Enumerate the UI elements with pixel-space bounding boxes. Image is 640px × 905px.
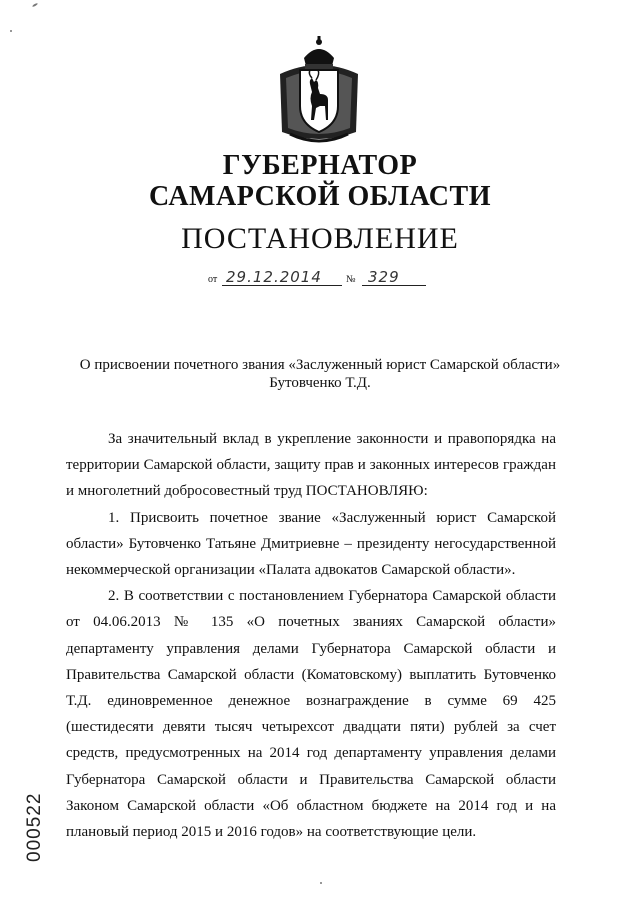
item-1-paragraph: 1. Присвоить почетное звание «Заслуженный юрист Самарской области» Бутовченко Татьяне Дмитриевне – президенту негосударственной некоммерческой организации «Палата адвокатов Самарской области». [66,509,556,579]
margin-stamp-number: 000522 [24,792,45,862]
date-label: от [208,274,218,285]
scan-speck [32,3,38,8]
item-2-paragraph: 2. В соответствии с постановлением Губернатора Самарской области от 04.06.2013 № 135 «О почетных званиях Самарской области» департаменту управления делами Губернатора Самарской области и Правительства Самарской области (Коматовскому) выплатить Бутовченко Т.Д. единовременное денежное вознаграждение в сумме 69 425 (шестидесяти девяти тысяч четырехсот двадцати пяти) рублей за счет средств, предусмотренных на 2014 год департаменту управления делами Губернатора Самарской области и Правительства Самарской области Законом Самарской области «Об областном бюджете на 2014 год и на плановый период 2015 и 2016 годов» на соответствующие цели. [66,588,556,841]
preamble-paragraph: За значительный вклад в укрепление законности и правопорядка на территории Самарской области, защиту прав и законных интересов граждан и многолетний добросовестный труд ПОСТАНОВЛЯЮ: [66,431,556,500]
authority-title-line1: ГУБЕРНАТОР [222,150,418,181]
document-body [66,426,556,845]
handwritten-date: 29.12.2014 [226,268,322,286]
subject-line1: О присвоении почетного звания «Заслуженный юрист Самарской области» [79,357,561,373]
handwritten-number: 329 [368,268,400,286]
samara-coat-of-arms-icon [276,36,362,148]
number-label: № [346,274,356,285]
authority-title-line2: САМАРСКОЙ ОБЛАСТИ [149,181,491,212]
scan-speck [10,30,12,32]
scan-speck [320,882,322,884]
document-type-title: ПОСТАНОВЛЕНИЕ [181,222,459,255]
document-subject [40,356,600,392]
subject-line2: Бутовченко Т.Д. [269,375,371,391]
